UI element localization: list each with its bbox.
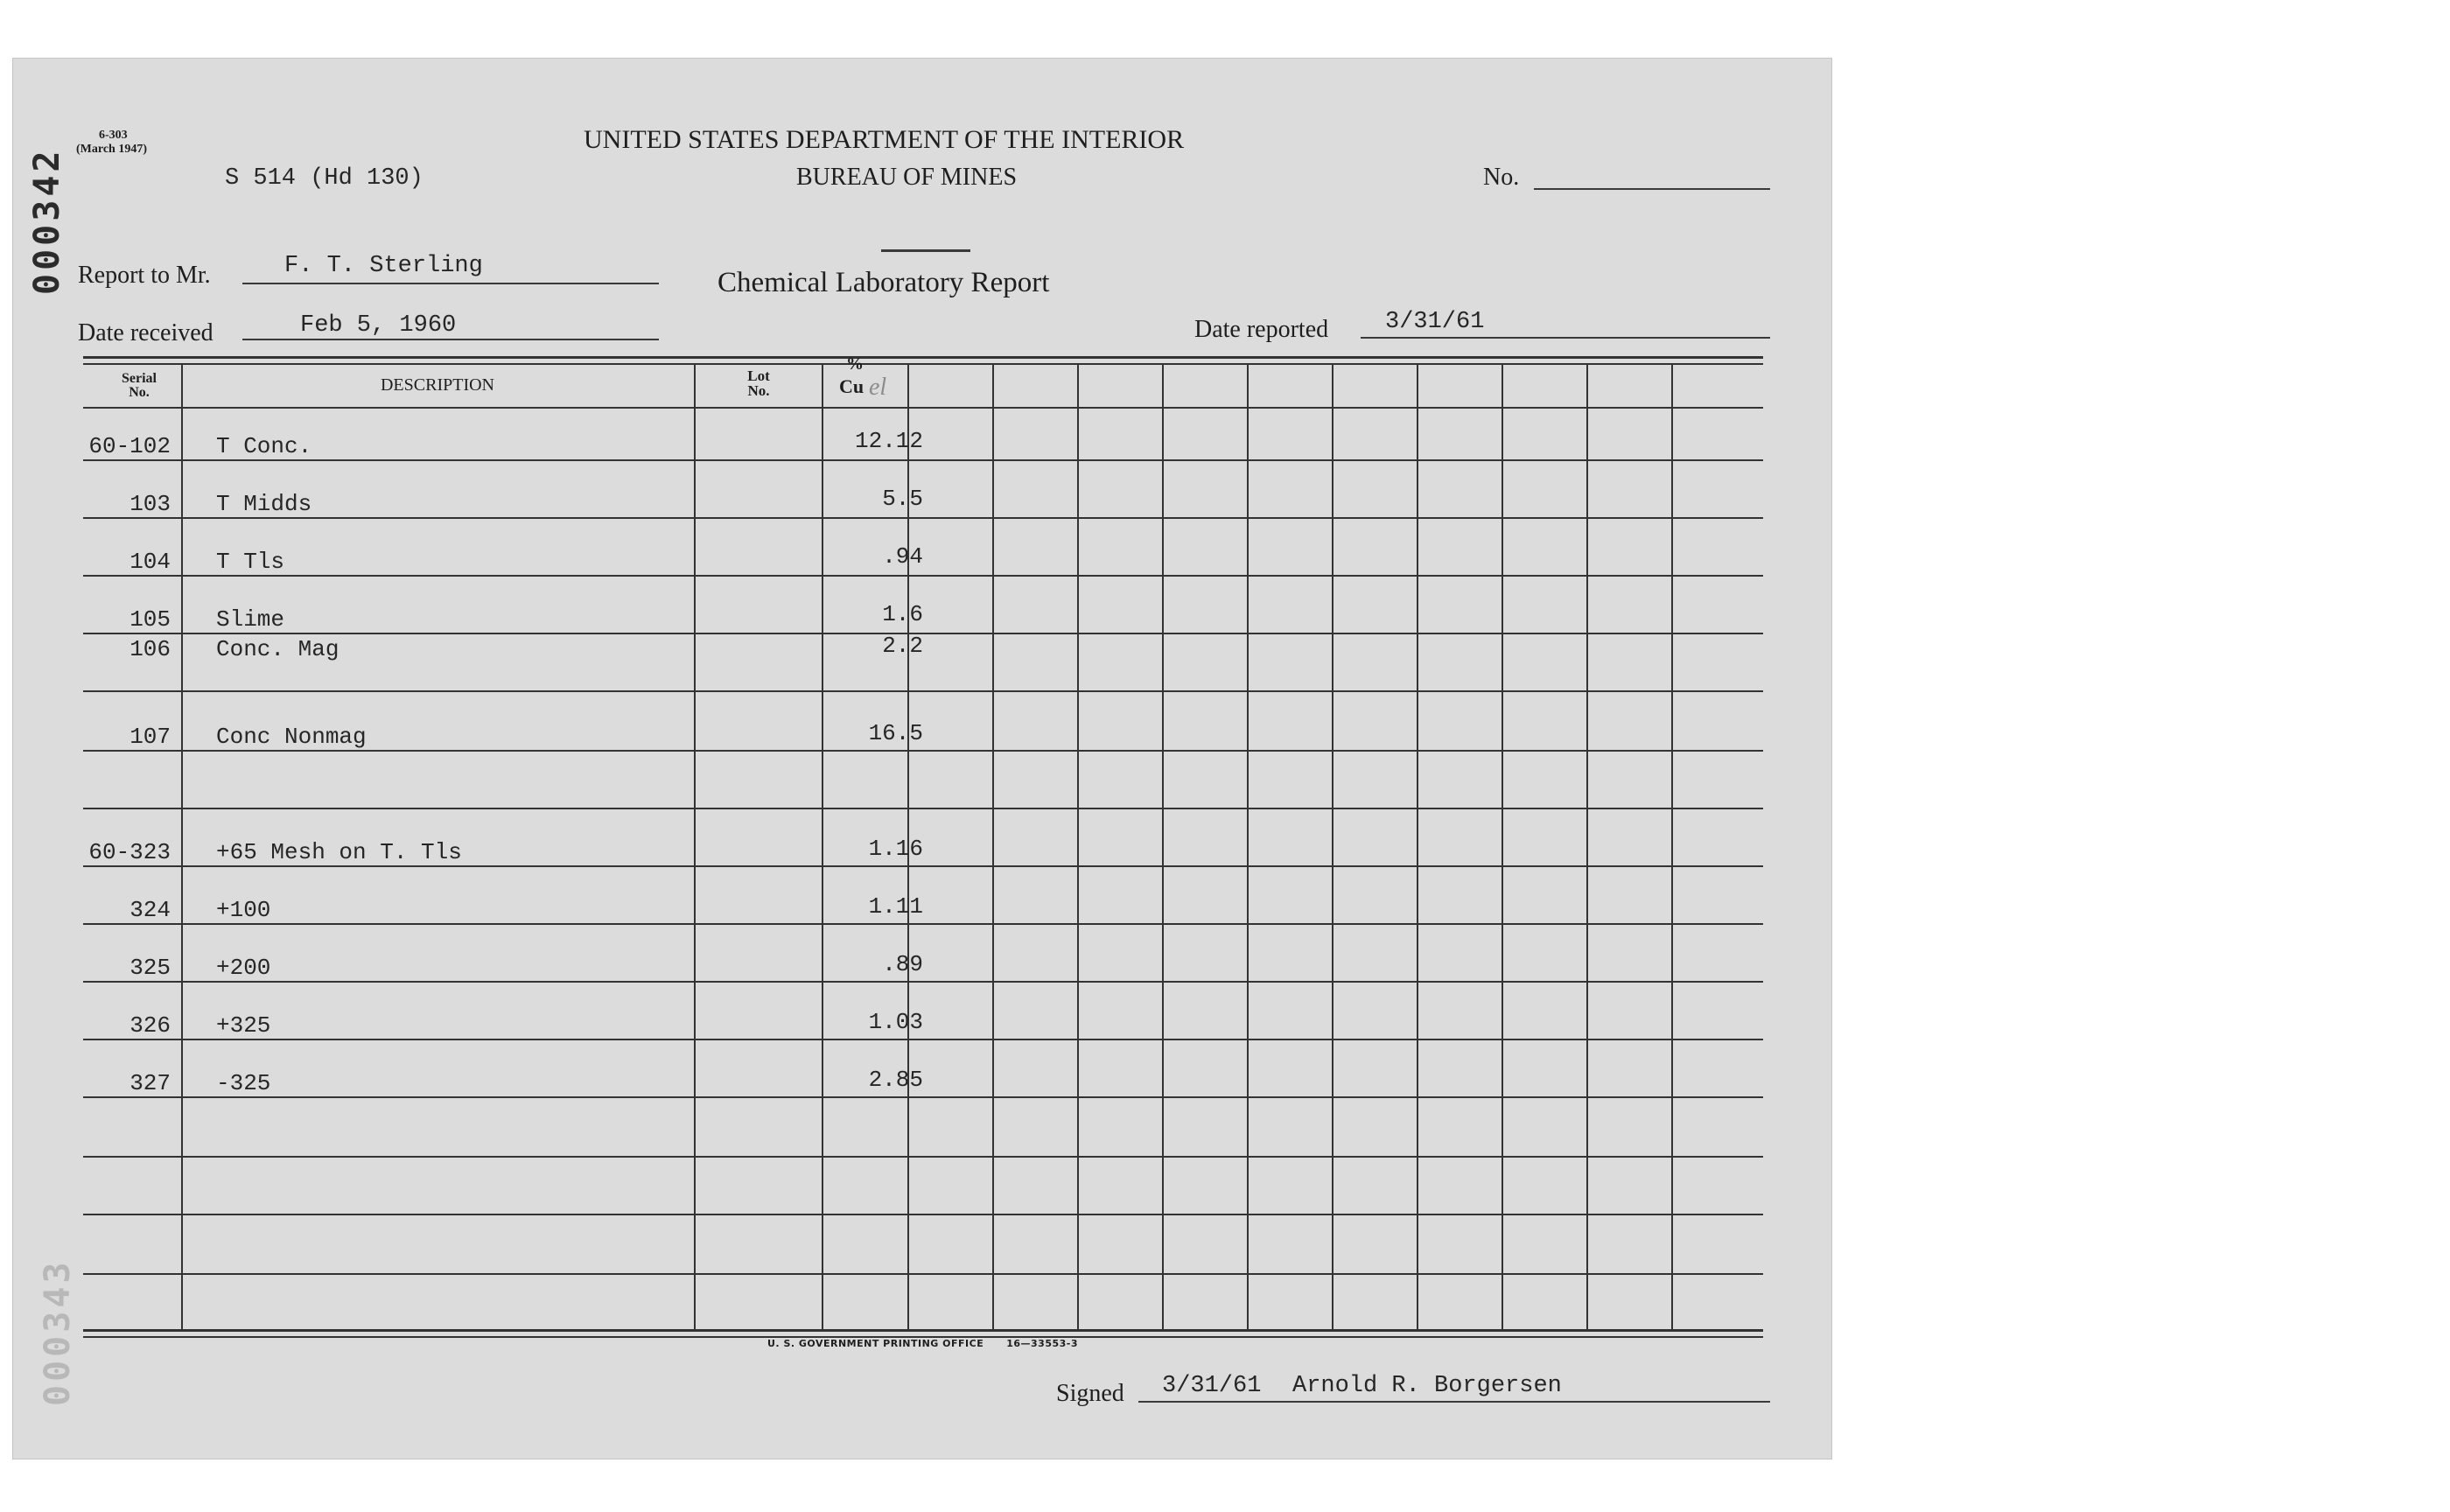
department-heading: UNITED STATES DEPARTMENT OF THE INTERIOR [584, 125, 1185, 154]
signature-line [1138, 1401, 1770, 1403]
date-reported-label: Date reported [1194, 316, 1329, 343]
cu-cell: 1.16 [868, 836, 923, 862]
signed-label: Signed [1056, 1380, 1124, 1407]
title-rule [881, 249, 970, 252]
col-divider-blank-3 [1162, 363, 1164, 1329]
date-reported-line [1361, 337, 1770, 339]
row-rule [83, 575, 1763, 577]
serial-cell: 60-102 [88, 433, 171, 459]
report-no-line [1534, 188, 1770, 190]
signed-date: 3/31/61 [1162, 1373, 1262, 1399]
col-divider-blank-1 [992, 363, 994, 1329]
cu-cell: 2.2 [882, 633, 923, 659]
col-divider-blank-8 [1586, 363, 1588, 1329]
col-divider-description [694, 363, 696, 1329]
date-received-label: Date received [78, 319, 214, 346]
serial-cell: 107 [130, 724, 171, 750]
serial-cell: 324 [130, 897, 171, 923]
table-header-rule [83, 407, 1763, 409]
description-cell: Slime [216, 606, 285, 633]
col-divider-lot [822, 363, 823, 1329]
row-rule [83, 750, 1763, 752]
description-cell: +325 [216, 1012, 271, 1039]
form-reference: S 514 (Hd 130) [225, 165, 424, 192]
serial-cell: 325 [130, 955, 171, 981]
date-received-value: Feb 5, 1960 [300, 312, 457, 339]
report-sheet [12, 58, 1832, 1460]
report-to-value: F. T. Sterling [284, 253, 483, 279]
archive-stamp-bottom: 000343 [38, 1258, 78, 1406]
description-cell: T Conc. [216, 433, 312, 459]
table-top-rule-2 [83, 363, 1763, 365]
archive-stamp-top: 000342 [27, 147, 67, 295]
row-rule [83, 981, 1763, 983]
header-percent: % [846, 354, 864, 374]
col-divider-blank-4 [1247, 363, 1249, 1329]
row-rule [83, 517, 1763, 519]
row-rule [83, 459, 1763, 461]
serial-cell: 104 [130, 549, 171, 575]
description-cell: +65 Mesh on T. Tls [216, 839, 462, 865]
description-cell: T Midds [216, 491, 312, 517]
row-rule [83, 1273, 1763, 1275]
row-rule [83, 1039, 1763, 1040]
row-rule [83, 923, 1763, 925]
form-number: 6-303 [99, 129, 128, 142]
row-rule [83, 1156, 1763, 1158]
description-cell: +200 [216, 955, 271, 981]
description-cell: Conc. Mag [216, 636, 340, 662]
description-cell: +100 [216, 897, 271, 923]
report-title: Chemical Laboratory Report [718, 267, 1050, 298]
serial-cell: 105 [130, 606, 171, 633]
report-to-label: Report to Mr. [78, 262, 211, 289]
cu-cell: .94 [882, 543, 923, 570]
report-to-line [242, 283, 659, 284]
cu-cell: 1.6 [882, 601, 923, 627]
date-reported-value: 3/31/61 [1385, 309, 1485, 335]
signed-name: Arnold R. Borgersen [1292, 1373, 1562, 1399]
cu-cell: 12.12 [854, 428, 923, 454]
description-cell: T Tls [216, 549, 285, 575]
serial-cell: 106 [130, 636, 171, 662]
table-top-rule [83, 356, 1763, 359]
header-serial: Serial No. [122, 371, 157, 400]
row-rule [83, 808, 1763, 809]
report-no-label: No. [1483, 164, 1520, 191]
printing-office-imprint: U. S. GOVERNMENT PRINTING OFFICE 16—33553-3 [767, 1338, 1078, 1349]
serial-cell: 327 [130, 1070, 171, 1096]
description-cell: Conc Nonmag [216, 724, 367, 750]
serial-cell: 103 [130, 491, 171, 517]
col-divider-serial [181, 363, 183, 1329]
description-cell: -325 [216, 1070, 271, 1096]
col-divider-blank-7 [1502, 363, 1503, 1329]
cu-cell: .89 [882, 951, 923, 977]
form-revision: (March 1947) [76, 143, 147, 156]
header-cu-handwritten-note: el [869, 374, 887, 401]
cu-cell: 1.11 [868, 893, 923, 920]
serial-cell: 326 [130, 1012, 171, 1039]
cu-cell: 5.5 [882, 486, 923, 512]
bureau-heading: BUREAU OF MINES [796, 164, 1018, 191]
header-lot: Lot No. [747, 368, 770, 399]
row-rule [83, 690, 1763, 692]
cu-cell: 2.85 [868, 1067, 923, 1093]
cu-cell: 1.03 [868, 1009, 923, 1035]
col-divider-blank-9 [1671, 363, 1673, 1329]
col-divider-blank-2 [1077, 363, 1079, 1329]
header-cu: Cu [839, 375, 864, 397]
col-divider-blank-6 [1417, 363, 1418, 1329]
row-rule [83, 1214, 1763, 1215]
table-bottom-rule [83, 1329, 1763, 1332]
row-rule [83, 1096, 1763, 1098]
serial-cell: 60-323 [88, 839, 171, 865]
row-rule [83, 633, 1763, 634]
header-description: DESCRIPTION [380, 375, 494, 395]
col-divider-blank-5 [1332, 363, 1334, 1329]
cu-cell: 16.5 [868, 720, 923, 746]
date-received-line [242, 339, 659, 340]
row-rule [83, 865, 1763, 867]
